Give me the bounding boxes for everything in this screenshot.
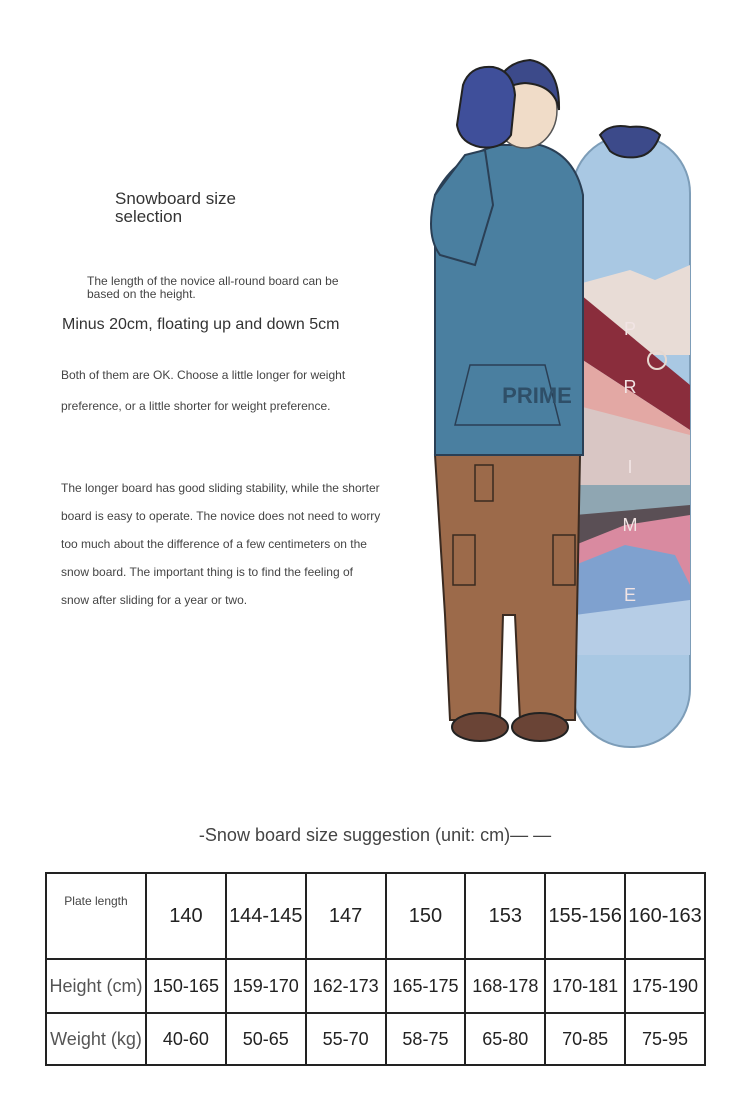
table-cell: 75-95: [625, 1013, 705, 1065]
board-letter: P: [623, 319, 637, 339]
row-header-weight: Weight (kg): [46, 1013, 146, 1065]
intro-paragraph-4: The longer board has good sliding stability, while the shorter board is easy to operate. The novice does not need to worry too much about the difference of a few centimeters on the snow board. The important thing is to find the feeling of snow after sliding for a year or two.: [61, 481, 381, 607]
intro-paragraph-3: Both of them are OK. Choose a little longer for weight preference, or a little shorter for weight preference.: [61, 368, 346, 413]
table-cell: 162-173: [306, 959, 386, 1013]
table-cell: 165-175: [386, 959, 466, 1013]
table-cell: 140: [146, 873, 226, 959]
row-header-height: Height (cm): [46, 959, 146, 1013]
table-row-weight: [46, 1013, 705, 1065]
table-row-height: [46, 959, 705, 1013]
table-cell: 153: [465, 873, 545, 959]
table-cell: 50-65: [226, 1013, 306, 1065]
table-cell: 147: [306, 873, 386, 959]
board-letter: I: [627, 457, 633, 477]
table-cell: 160-163: [625, 873, 705, 959]
table-cell: 170-181: [545, 959, 625, 1013]
table-cell: 55-70: [306, 1013, 386, 1065]
board-letter: E: [623, 585, 637, 605]
table-row-plate-length: [46, 873, 705, 959]
table-cell: 168-178: [465, 959, 545, 1013]
size-table-caption: -Snow board size suggestion (unit: cm)— —: [198, 825, 552, 845]
table-cell: 150: [386, 873, 466, 959]
size-suggestion-table: [45, 872, 706, 1066]
snowboard-graphic: [572, 135, 690, 747]
person-graphic: [431, 60, 583, 741]
table-cell: 65-80: [465, 1013, 545, 1065]
table-cell: 155-156: [545, 873, 625, 959]
table-cell: 150-165: [146, 959, 226, 1013]
hoodie-text: PRIME: [502, 383, 572, 408]
snowboarder-illustration: [415, 55, 715, 755]
page-title: Snowboard size selection: [115, 189, 236, 226]
board-letter: R: [623, 377, 637, 397]
table-cell: 70-85: [545, 1013, 625, 1065]
row-header-plate-length: Plate length: [46, 873, 146, 959]
board-letter: M: [622, 515, 638, 535]
intro-paragraph-1: The length of the novice all-round board can be based on the height.: [87, 274, 339, 301]
table-cell: 40-60: [146, 1013, 226, 1065]
table-cell: 58-75: [386, 1013, 466, 1065]
intro-paragraph-2: Minus 20cm, floating up and down 5cm: [62, 316, 340, 333]
table-cell: 175-190: [625, 959, 705, 1013]
table-cell: 159-170: [226, 959, 306, 1013]
table-cell: 144-145: [226, 873, 306, 959]
